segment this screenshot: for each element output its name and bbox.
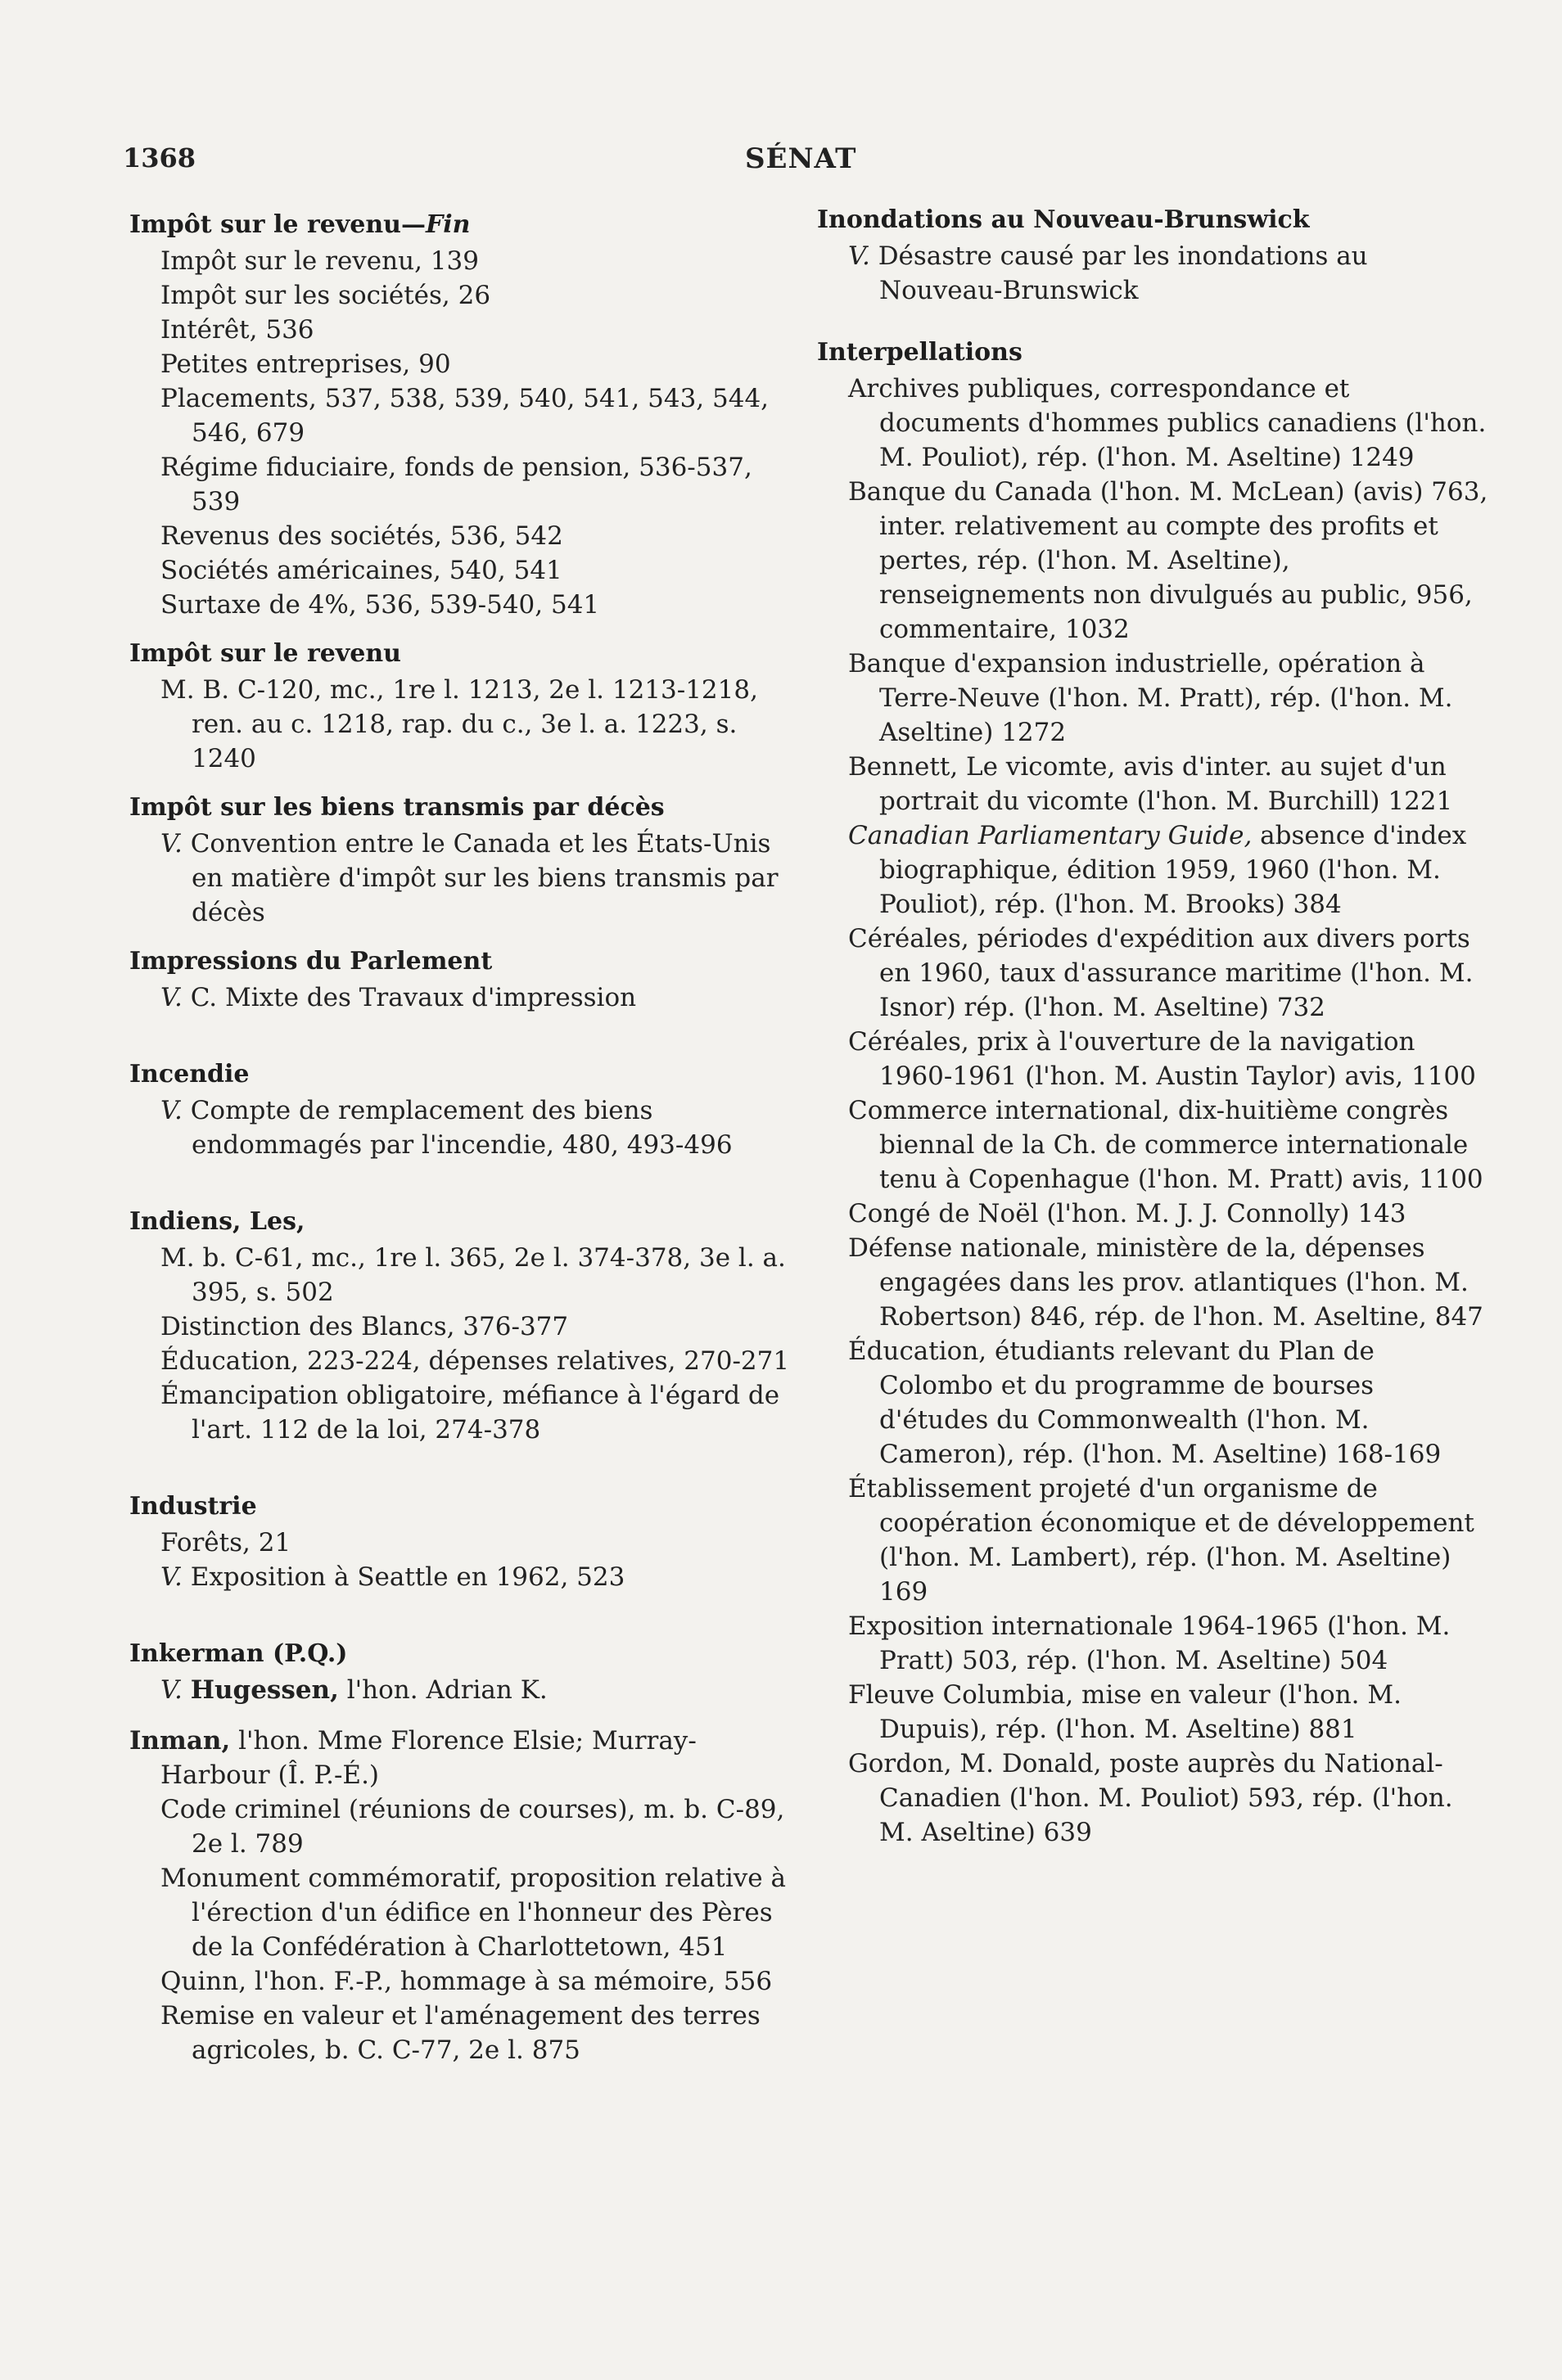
subentry: Impôt sur les sociétés, 26 [160,281,491,310]
subentry: M. B. C-120, mc., 1re l. 1213, 2e l. 1213-1218, ren. au c. 1218, rap. du c., 3e l. a. 1223, s. 1240 [160,675,758,773]
entry-heading: Impôt sur le revenu—Fin [129,210,471,239]
entry-heading: Impôt sur le revenu [129,639,401,668]
subentry: Éducation, 223-224, dépenses relatives, 270-271 [160,1346,790,1376]
subentry: Exposition internationale 1964-1965 (l'hon. M. Pratt) 503, rép. (l'hon. M. Aseltine) 504 [848,1611,1451,1675]
entry-inkerman [129,1639,792,1707]
subentry: Céréales, périodes d'expédition aux divers ports en 1960, taux d'assurance maritime (l'hon. M. Isnor) rép. (l'hon. M. Aseltine) 732 [848,924,1474,1022]
entry-inondations [817,205,1488,308]
subentry: Surtaxe de 4%, 536, 539-540, 541 [160,590,600,620]
subentry: Établissement projeté d'un organisme de coopération économique et de développement (l'hon. M. Lambert), rép. (l'hon. M. Aseltine) 169 [848,1474,1474,1607]
see-reference: V. Convention entre le Canada et les États-Unis en matière d'impôt sur les biens transmis par décès [160,829,779,927]
see-reference: V. Exposition à Seattle en 1962, 523 [160,1562,625,1592]
subentry: Impôt sur le revenu, 139 [160,246,479,276]
entry-inman [129,1724,792,2067]
entry-impressions [129,946,792,1015]
page-header [0,142,1562,183]
subentry: M. b. C-61, mc., 1re l. 365, 2e l. 374-378, 3e l. a. 395, s. 502 [160,1243,786,1307]
entry-heading: Interpellations [817,338,1023,367]
entry-impot-revenu [129,638,792,776]
see-reference: V. Compte de remplacement des biens endommagés par l'incendie, 480, 493-496 [160,1096,733,1160]
entry-interpellations [817,337,1488,1850]
left-column [129,210,792,2067]
entry-heading: Inkerman (P.Q.) [129,1639,348,1668]
running-head: SÉNAT [745,142,857,175]
subentry: Émancipation obligatoire, méfiance à l'égard de l'art. 112 de la loi, 274-378 [160,1381,780,1445]
see-reference: V. Hugessen, l'hon. Adrian K. [160,1675,548,1705]
subentry: Remise en valeur et l'aménagement des terres agricoles, b. C. C-77, 2e l. 875 [160,2001,761,2065]
subentry: Archives publiques, correspondance et documents d'hommes publics canadiens (l'hon. M. Pouliot), rép. (l'hon. M. Aseltine) 1249 [848,374,1487,472]
subentry: Banque d'expansion industrielle, opération à Terre-Neuve (l'hon. M. Pratt), rép. (l'hon. M. Aseltine) 1272 [848,649,1453,747]
subentry: Quinn, l'hon. F.-P., hommage à sa mémoire, 556 [160,1967,773,1996]
subentry: Forêts, 21 [160,1528,291,1557]
subentry: Petites entreprises, 90 [160,349,451,379]
entry-heading: Indiens, Les, [129,1207,305,1236]
entry-industrie [129,1491,792,1594]
subentry: Défense nationale, ministère de la, dépenses engagées dans les prov. atlantiques (l'hon. M. Robertson) 846, rép. de l'hon. M. Aseltine, 847 [848,1233,1483,1332]
entry-heading: Industrie [129,1492,257,1521]
entry-heading: Incendie [129,1060,250,1089]
subentry: Sociétés américaines, 540, 541 [160,556,562,585]
subentry: Placements, 537, 538, 539, 540, 541, 543, 544, 546, 679 [160,384,770,448]
subentry: Commerce international, dix-huitième congrès biennal de la Ch. de commerce internationale tenu à Copenhague (l'hon. M. Pratt) avis, 1100 [848,1096,1483,1194]
right-column [817,205,1488,1850]
subentry: Intérêt, 536 [160,315,314,345]
subentry: Fleuve Columbia, mise en valeur (l'hon. M. Dupuis), rép. (l'hon. M. Aseltine) 881 [848,1680,1402,1744]
subentry: Bennett, Le vicomte, avis d'inter. au sujet d'un portrait du vicomte (l'hon. M. Burchill) 1221 [848,752,1453,816]
subentry: Congé de Noël (l'hon. M. J. J. Connolly) 143 [848,1199,1406,1228]
entry-impot-biens [129,792,792,930]
entry-heading: Inondations au Nouveau-Brunswick [817,205,1310,234]
see-reference: V. C. Mixte des Travaux d'impression [160,983,637,1012]
subentry: Revenus des sociétés, 536, 542 [160,521,563,551]
subentry: Éducation, étudiants relevant du Plan de Colombo et du programme de bourses d'études du Commonwealth (l'hon. M. Cameron), rép. (l'hon. M. Aseltine) 168-169 [848,1336,1442,1469]
see-reference: V. Désastre causé par les inondations au Nouveau-Brunswick [848,241,1368,305]
subentry: Céréales, prix à l'ouverture de la navigation 1960-1961 (l'hon. M. Austin Taylor) avis, 1100 [848,1027,1476,1091]
subentry: Gordon, M. Donald, poste auprès du National-Canadien (l'hon. M. Pouliot) 593, rép. (l'hon. M. Aseltine) 639 [848,1749,1453,1847]
entry-indiens [129,1206,792,1447]
entry-incendie [129,1059,792,1162]
entry-heading: Impressions du Parlement [129,947,493,976]
entry-impot-revenu-fin [129,210,792,622]
subentry: Monument commémoratif, proposition relative à l'érection d'un édifice en l'honneur des Pères de la Confédération à Charlottetown, 451 [160,1864,786,1962]
subentry: Distinction des Blancs, 376-377 [160,1312,569,1341]
page-number: 1368 [123,142,196,174]
subentry: Régime fiduciaire, fonds de pension, 536-537, 539 [160,453,752,516]
entry-heading: Impôt sur les biens transmis par décès [129,793,665,822]
subentry: Canadian Parliamentary Guide, absence d'index biographique, édition 1959, 1960 (l'hon. M. Pouliot), rép. (l'hon. M. Brooks) 384 [848,821,1467,919]
subentry: Banque du Canada (l'hon. M. McLean) (avis) 763, inter. relativement au compte des profits et pertes, rép. (l'hon. M. Aseltine), renseignements non divulgués au public, 956, commentaire, 1032 [848,477,1488,644]
subentry: Code criminel (réunions de courses), m. b. C-89, 2e l. 789 [160,1795,785,1859]
entry-heading-inline: Inman, l'hon. Mme Florence Elsie; Murray-Harbour (Î. P.-É.) [129,1726,697,1790]
